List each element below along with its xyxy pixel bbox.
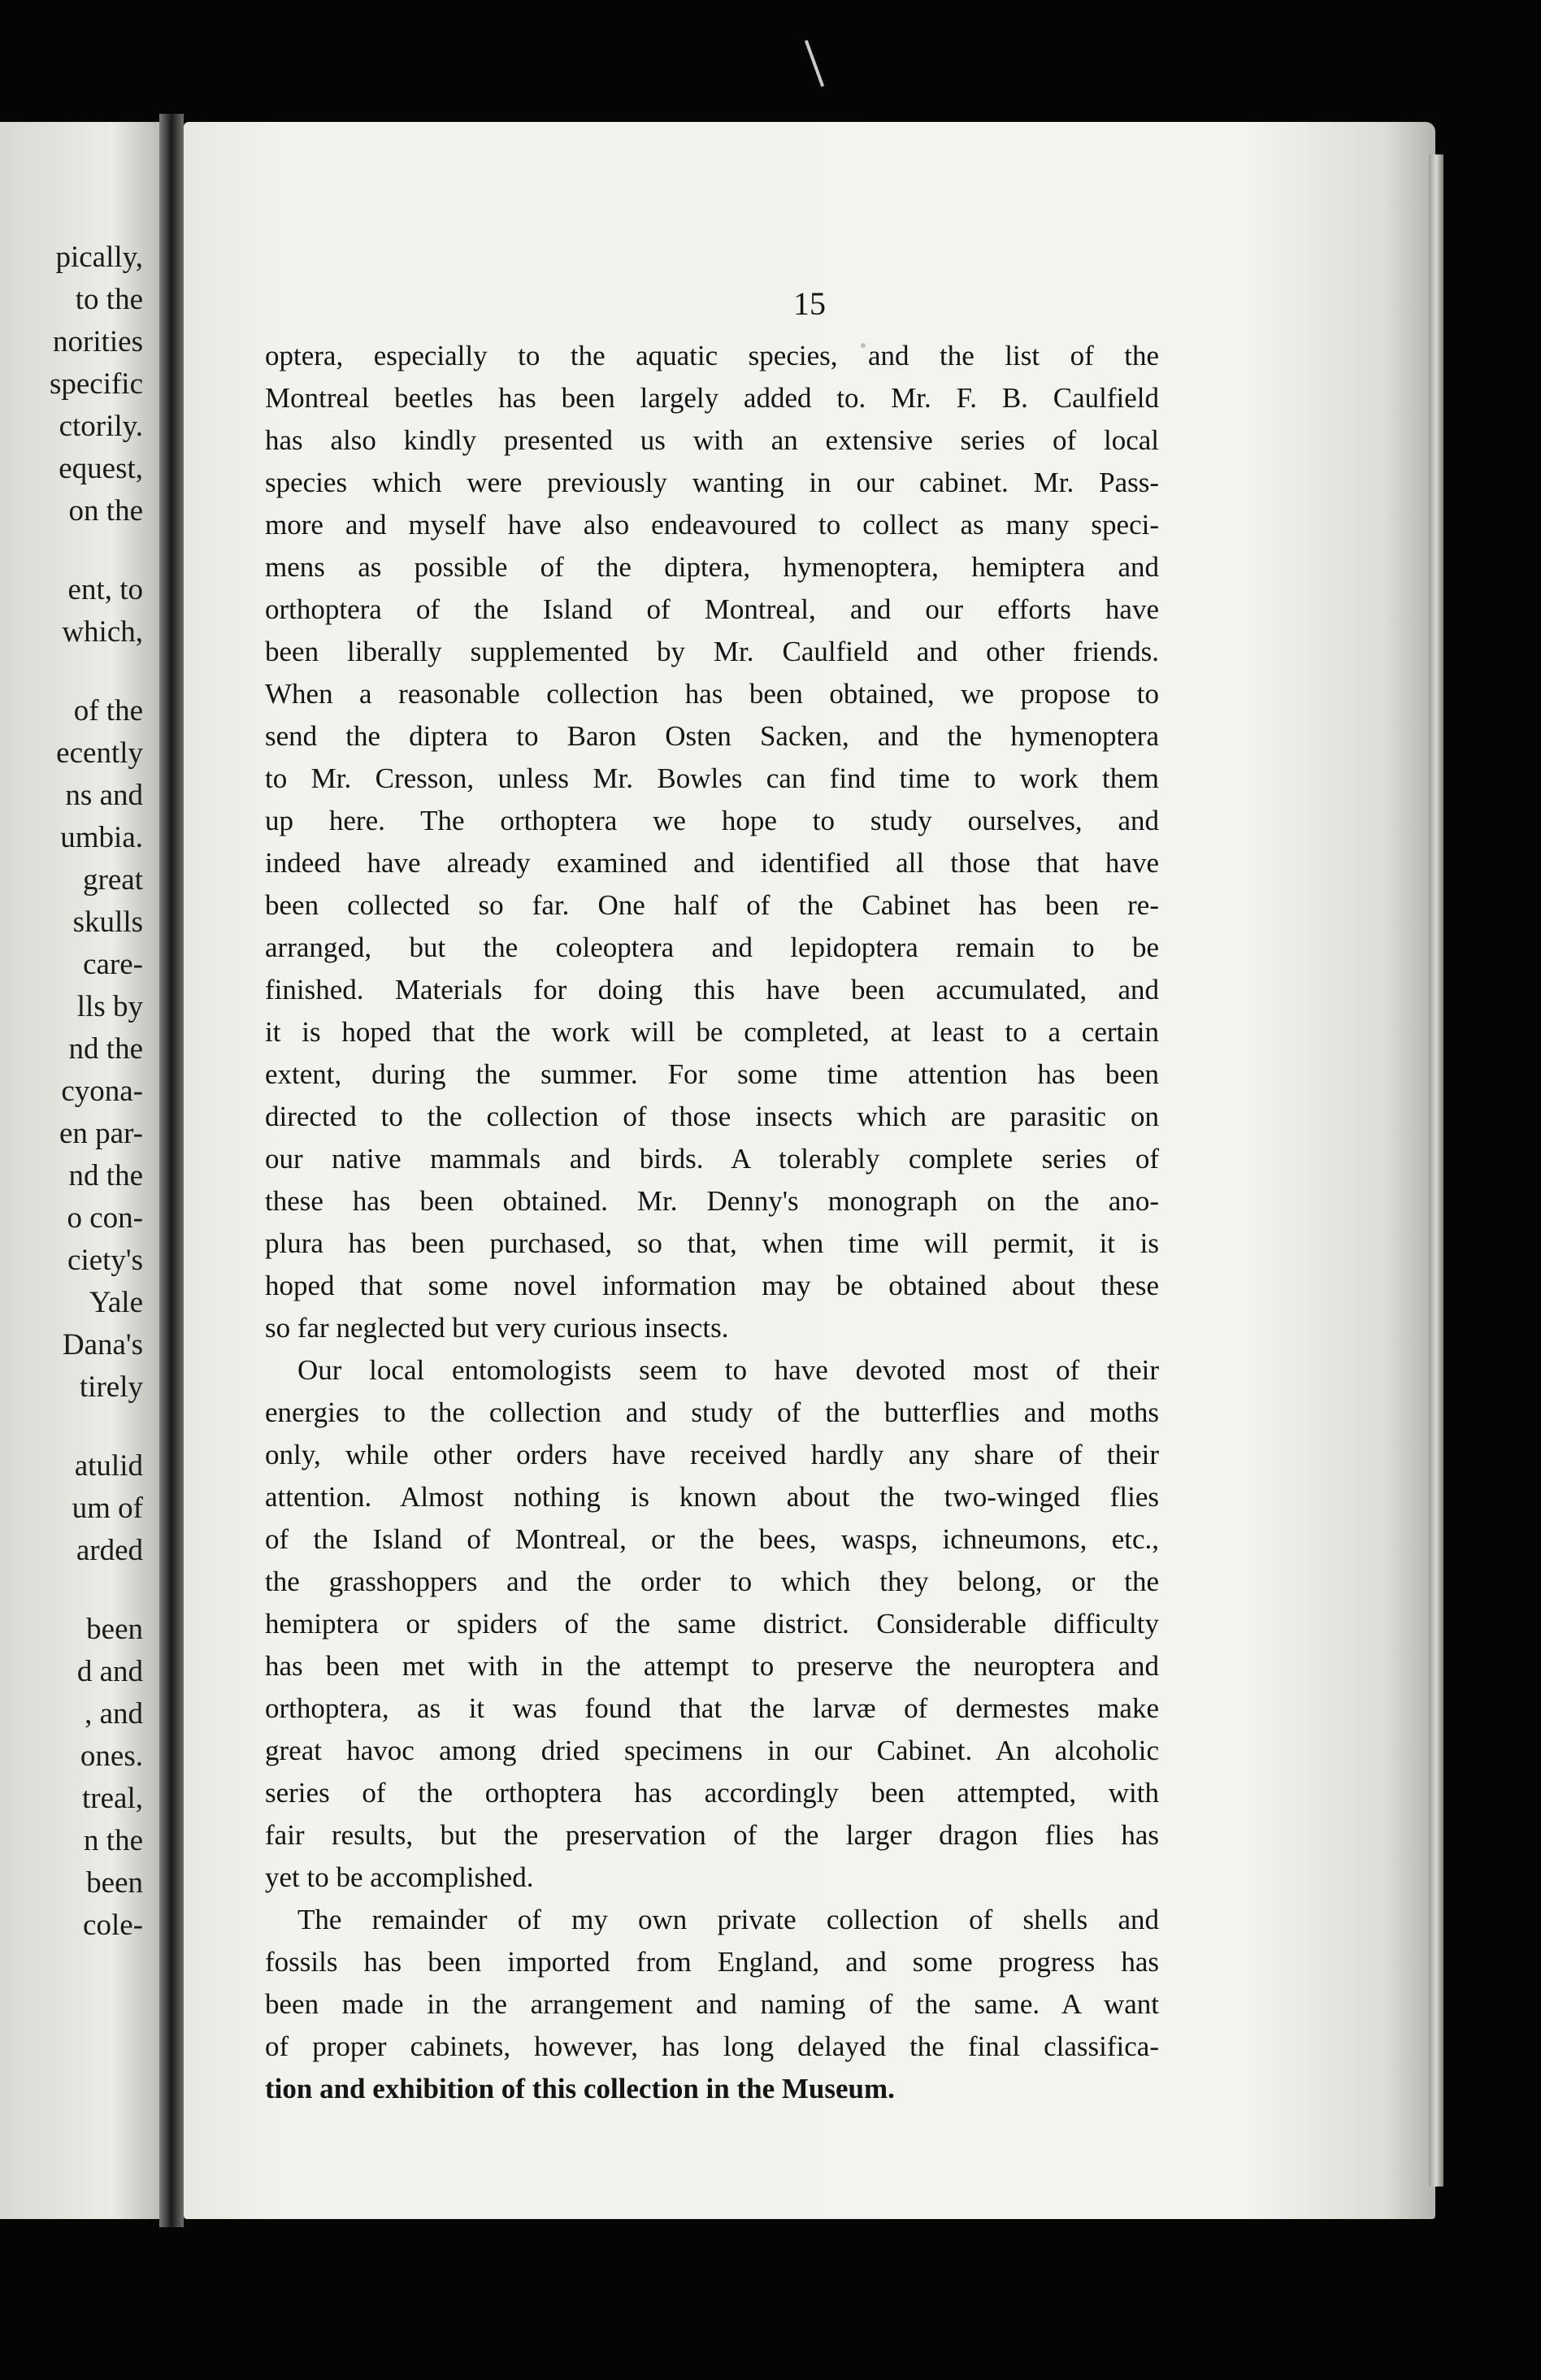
text-line: the grasshoppers and the order to which they belong, or the [265,1566,1159,1597]
text-line: orthoptera, as it was found that the larvæ of dermestes make [265,1692,1159,1724]
text-line: our native mammals and birds. A tolerably complete series of [265,1143,1159,1175]
text-line: species which were previously wanting in our cabinet. Mr. Pass- [265,467,1159,498]
paragraph [265,335,1159,1349]
scan-mark [805,40,824,87]
facing-page-line: ns and [65,779,143,812]
facing-page-line: ones. [80,1739,143,1773]
facing-page-line: nd the [68,1159,143,1192]
facing-page-line: been [86,1866,143,1900]
facing-page-line: been [86,1613,143,1646]
book-page [184,122,1435,2219]
facing-page-line: equest, [59,452,143,485]
facing-page-line: to the [75,283,143,316]
facing-page-line: lls by [76,990,143,1023]
paragraph [265,1349,1159,1899]
facing-page-line: , and [85,1697,143,1731]
text-line: of proper cabinets, however, has long delayed the final classifica- [265,2030,1159,2062]
facing-page-line: great [83,863,143,897]
text-line: Our local entomologists seem to have devoted most of their [297,1354,1159,1386]
facing-page-line: umbia. [60,821,143,854]
facing-page-line: pically, [55,241,143,274]
text-line: The remainder of my own private collection of shells and [297,1904,1159,1935]
facing-page-line: ciety's [67,1244,143,1277]
facing-page-line: d and [76,1655,143,1688]
facing-page-line: cole- [83,1909,143,1942]
facing-page-line: of the [73,694,143,727]
text-line: it is hoped that the work will be completed, at least to a certain [265,1016,1159,1048]
facing-page-line: which, [62,615,143,649]
text-line: these has been obtained. Mr. Denny's monograph on the ano- [265,1185,1159,1217]
facing-page-line: ecently [56,736,143,770]
facing-page-line: on the [68,494,143,528]
text-line: extent, during the summer. For some time attention has been [265,1058,1159,1090]
text-line: arranged, but the coleoptera and lepidoptera remain to be [265,932,1159,963]
facing-page-line: ctorily. [59,410,143,443]
facing-page-line: care- [83,948,143,981]
text-line: has been met with in the attempt to preserve the neuroptera and [265,1650,1159,1682]
book-gutter [159,114,184,2227]
text-line: optera, especially to the aquatic species, and the list of the [265,340,1159,371]
facing-page-line: atulid [74,1449,143,1483]
facing-page-line: o con- [67,1201,143,1235]
text-line: When a reasonable collection has been obtained, we propose to [265,678,1159,710]
text-line: finished. Materials for doing this have been accumulated, and [265,974,1159,1005]
text-line: been liberally supplemented by Mr. Caulfield and other friends. [265,636,1159,667]
facing-page-fragment [0,122,159,2219]
text-line: yet to be accomplished. [265,1861,534,1893]
facing-page-line: en par- [59,1117,143,1150]
page-edge [1429,154,1443,2187]
text-line: attention. Almost nothing is known about the two-winged flies [265,1481,1159,1513]
text-line: has also kindly presented us with an extensive series of local [265,424,1159,456]
facing-page-line: Yale [89,1286,143,1319]
text-line: series of the orthoptera has accordingly been attempted, with [265,1777,1159,1809]
text-line: directed to the collection of those insects which are parasitic on [265,1101,1159,1132]
text-line: fossils has been imported from England, and some progress has [265,1946,1159,1978]
facing-page-line: specific [49,367,143,401]
text-line: been collected so far. One half of the Cabinet has been re- [265,889,1159,921]
text-line: mens as possible of the diptera, hymenoptera, hemiptera and [265,551,1159,583]
text-line: orthoptera of the Island of Montreal, and our efforts have [265,593,1159,625]
facing-page-line: skulls [72,906,143,939]
text-line: of the Island of Montreal, or the bees, wasps, ichneumons, etc., [265,1523,1159,1555]
facing-page-line: tirely [79,1370,143,1404]
text-line: been made in the arrangement and naming of the same. A want [265,1988,1159,2020]
facing-page-line: nd the [68,1032,143,1066]
text-line: send the diptera to Baron Osten Sacken, and the hymenoptera [265,720,1159,752]
text-line: tion and exhibition of this collection in the Museum. [265,2073,895,2104]
text-line: only, while other orders have received hardly any share of their [265,1439,1159,1470]
text-line: hoped that some novel information may be obtained about these [265,1270,1159,1301]
text-line: up here. The orthoptera we hope to study ourselves, and [265,805,1159,836]
text-line: to Mr. Cresson, unless Mr. Bowles can find time to work them [265,762,1159,794]
facing-page-line: norities [53,325,143,358]
facing-page-line: arded [76,1534,143,1567]
text-line: Montreal beetles has been largely added to. Mr. F. B. Caulfield [265,382,1159,414]
facing-page-line: Dana's [62,1328,143,1362]
text-line: energies to the collection and study of the butterflies and moths [265,1396,1159,1428]
text-line: hemiptera or spiders of the same district. Considerable difficulty [265,1608,1159,1640]
text-line: great havoc among dried specimens in our Cabinet. An alcoholic [265,1735,1159,1766]
facing-page-line: um of [72,1492,143,1525]
facing-page-line: ent, to [67,573,143,606]
facing-page-line: treal, [82,1782,143,1815]
text-line: plura has been purchased, so that, when time will permit, it is [265,1227,1159,1259]
text-line: more and myself have also endeavoured to collect as many speci- [265,509,1159,541]
text-line: indeed have already examined and identified all those that have [265,847,1159,879]
page-number: 15 [793,285,826,322]
text-line: fair results, but the preservation of the larger dragon flies has [265,1819,1159,1851]
facing-page-line: n the [84,1824,143,1857]
text-line: so far neglected but very curious insects. [265,1312,729,1344]
paragraph [265,1899,1159,2110]
page-body-text [265,335,1159,2110]
facing-page-line: cyona- [61,1075,143,1108]
